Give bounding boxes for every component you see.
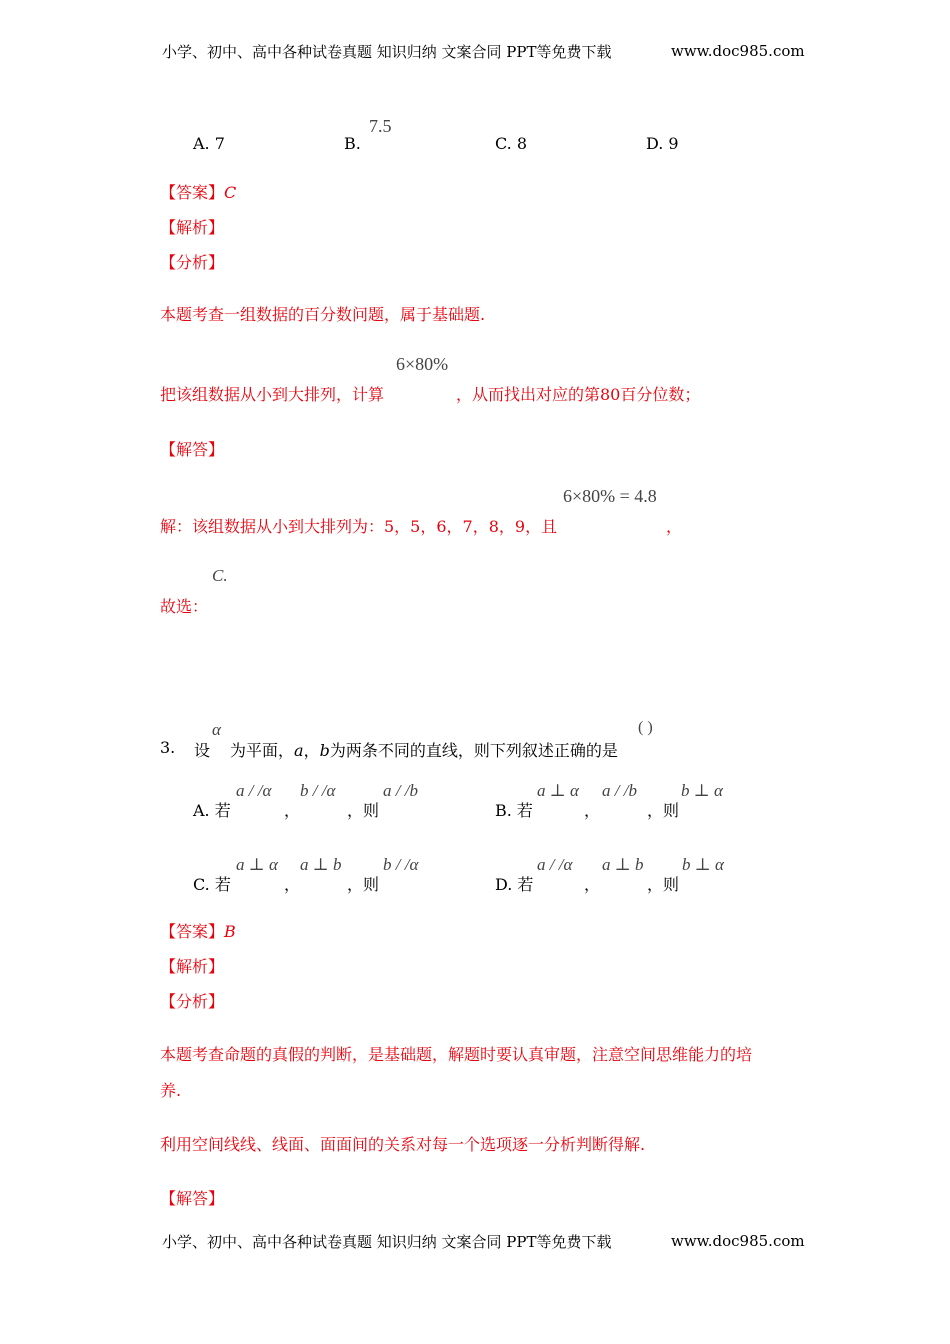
jieda-label: 【解答】 (160, 440, 225, 459)
q3-option-b-m3: b ⊥ α (681, 781, 723, 800)
footer-url[interactable]: www.doc985.com (671, 1232, 805, 1250)
solution-text-pre: 解：该组数据从小到大排列为：5，5，6，7，8，9，且 (160, 517, 558, 536)
q3-option-a-sep2: ，则 (347, 801, 380, 820)
q3-option-b-sep1: ， (584, 801, 601, 820)
stem-a: a (294, 741, 304, 760)
q3-analysis-1a: 本题考查命题的真假的判断，是基础题，解题时要认真审题，注意空间思维能力的培 (160, 1045, 753, 1064)
answer-paren: ( ) (638, 719, 653, 736)
q3-option-a-m3: a / /b (383, 781, 418, 800)
analysis-math: 6×80% (396, 354, 449, 374)
option-b-math: 7.5 (369, 116, 392, 136)
q3-answer-value: B (224, 922, 236, 941)
stem-post: 为两条不同的直线，则下列叙述正确的是 (329, 741, 618, 760)
q3-option-c-sep2: ，则 (347, 875, 380, 894)
q3-analysis-2: 利用空间线线、线面、面面间的关系对每一个选项逐一分析判断得解. (160, 1135, 646, 1154)
answer-label: 【答案】 (160, 183, 225, 202)
option-a: A. 7 (193, 134, 225, 153)
q3-option-b-m1: a ⊥ α (537, 781, 579, 800)
q3-option-c-m2: a ⊥ b (300, 855, 342, 874)
q3-option-c-m1: a ⊥ α (236, 855, 278, 874)
fenxi-label: 【分析】 (160, 253, 225, 272)
analysis-text-2-post: ，从而找出对应的第80百分位数； (456, 385, 701, 404)
q3-option-d-label: D. 若 (495, 875, 534, 894)
stem-b: b (319, 741, 330, 760)
option-d: D. 9 (646, 134, 679, 153)
footer-text: 小学、初中、高中各种试卷真题 知识归纳 文案合同 PPT等免费下载 (162, 1233, 612, 1251)
q3-option-d-m2: a ⊥ b (602, 855, 644, 874)
stem-pre: 设 (194, 741, 211, 760)
q3-option-d-m3: b ⊥ α (682, 855, 724, 874)
header-text: 小学、初中、高中各种试卷真题 知识归纳 文案合同 PPT等免费下载 (162, 43, 612, 61)
header-url[interactable]: www.doc985.com (671, 42, 805, 60)
stem-comma: ， (303, 741, 320, 760)
q3-answer-label: 【答案】 (160, 922, 225, 941)
choose-math: C. (212, 566, 228, 585)
choose-label: 故选： (160, 597, 209, 616)
q3-jiexi-label: 【解析】 (160, 957, 225, 976)
option-c: C. 8 (495, 134, 528, 153)
q3-jieda-label: 【解答】 (160, 1189, 225, 1208)
analysis-text-1: 本题考查一组数据的百分数问题，属于基础题. (160, 305, 486, 324)
q3-answer-line (160, 919, 236, 942)
q3-option-b-sep2: ，则 (647, 801, 680, 820)
q3-option-b-m2: a / /b (602, 781, 637, 800)
q3-option-b-label: B. 若 (495, 801, 533, 820)
solution-text-post: ， (666, 517, 683, 536)
option-b: B. (344, 134, 361, 153)
question-number: 3. (160, 738, 176, 757)
q3-option-d-m1: a / /α (537, 855, 573, 874)
stem-alpha: α (212, 720, 221, 739)
q3-option-c-m3: b / /α (383, 855, 419, 874)
q3-analysis-1b: 养. (160, 1081, 182, 1100)
q3-option-a-m2: b / /α (300, 781, 336, 800)
answer-value: C (224, 183, 237, 202)
q3-option-a-sep1: ， (284, 801, 301, 820)
solution-math: 6×80% = 4.8 (563, 486, 657, 506)
q3-option-d-sep1: ， (584, 875, 601, 894)
q3-option-c-sep1: ， (284, 875, 301, 894)
answer-line (160, 180, 236, 203)
stem-mid: 为平面， (230, 741, 295, 760)
q3-option-c-label: C. 若 (193, 875, 231, 894)
q3-option-a-m1: a / /α (236, 781, 272, 800)
q3-option-a-label: A. 若 (193, 801, 231, 820)
jiexi-label: 【解析】 (160, 218, 225, 237)
q3-fenxi-label: 【分析】 (160, 992, 225, 1011)
analysis-text-2-pre: 把该组数据从小到大排列，计算 (160, 385, 385, 404)
q3-option-d-sep2: ，则 (647, 875, 680, 894)
stem-text (230, 738, 618, 761)
